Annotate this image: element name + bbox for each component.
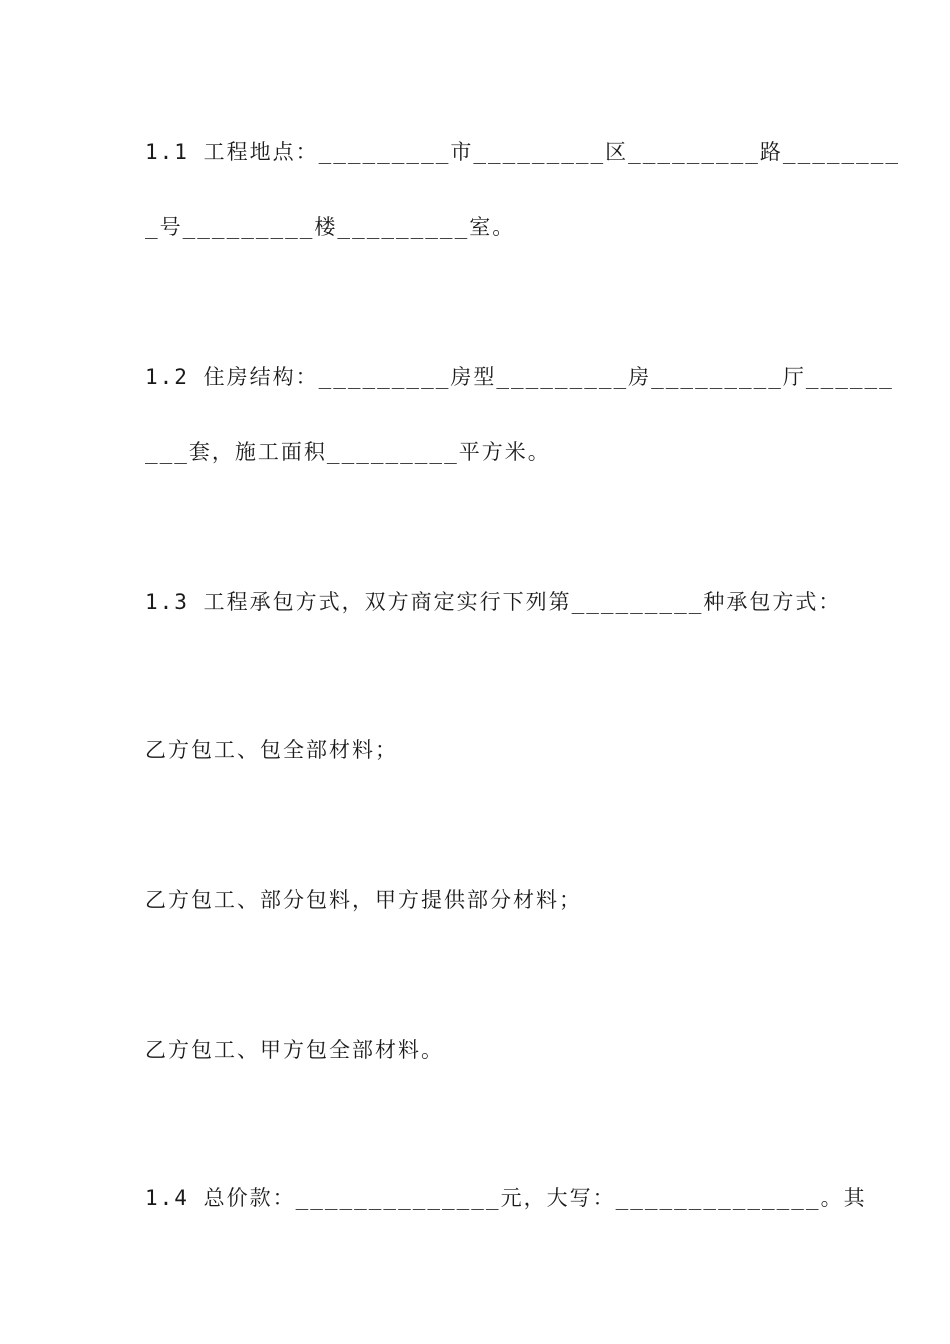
clause-1-2-housing-structure: 1.2 住房结构：_________房型_________房_________厅______ [145, 365, 894, 389]
clause-1-3-contract-method: 1.3 工程承包方式，双方商定实行下列第_________种承包方式： [145, 590, 842, 614]
clause-1-4-total-price: 1.4 总价款：______________元，大写：______________。其 [145, 1186, 867, 1210]
contract-option-2: 乙方包工、部分包料，甲方提供部分材料； [145, 888, 582, 912]
clause-1-1-project-location: 1.1 工程地点：_________市_________区_________路________ [145, 140, 901, 164]
clause-1-1-continued: _号_________楼_________室。 [145, 215, 516, 239]
clause-1-2-continued: ___套，施工面积_________平方米。 [145, 440, 551, 464]
contract-option-3: 乙方包工、甲方包全部材料。 [145, 1038, 444, 1062]
contract-option-1: 乙方包工、包全部材料； [145, 738, 398, 762]
